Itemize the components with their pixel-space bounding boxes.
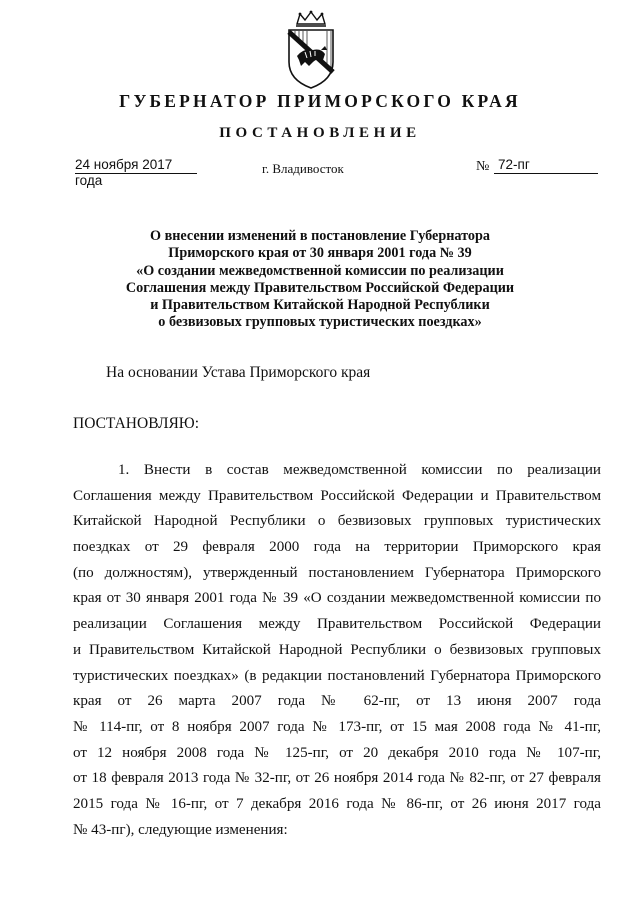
coat-of-arms-icon xyxy=(283,10,339,90)
paragraph-line: края от 30 января 2001 года № 39 «О создании межведомственной комиссии по xyxy=(73,590,601,607)
paragraph-line: № 114-пг, от 8 ноября 2007 года № 173-пг, от 15 мая 2008 года № 41-пг, xyxy=(73,718,601,735)
paragraph-line: реализации Соглашения между Правительством Российской Федерации xyxy=(73,616,601,633)
decree-type-title: ПОСТАНОВЛЕНИЕ xyxy=(219,125,421,141)
basis-text: На основании Устава Приморского края xyxy=(106,364,371,381)
body-paragraph xyxy=(73,458,601,843)
paragraph-line: поездках от 29 февраля 2000 года на территории Приморского края xyxy=(73,539,601,556)
paragraph-line: туристических поездках» (в редакции постановлений Губернатора Приморского xyxy=(73,667,601,684)
paragraph-line: Соглашения между Правительством Российской Федерации и Правительством xyxy=(73,487,601,504)
decree-subject xyxy=(95,228,545,332)
subject-line: «О создании межведомственной комиссии по реализации xyxy=(136,262,504,279)
paragraph-line: 2015 года № 16-пг, от 7 декабря 2016 года № 86-пг, от 26 июня 2017 года xyxy=(73,795,601,812)
paragraph-line: № 43-пг), следующие изменения: xyxy=(73,821,288,838)
paragraph-line: от 18 февраля 2013 года № 32-пг, от 26 ноября 2014 года № 82-пг, от 27 февраля xyxy=(73,770,601,787)
paragraph-line: 1. Внести в состав межведомственной комиссии по реализации xyxy=(118,462,601,478)
subject-line: о безвизовых групповых туристических поездках» xyxy=(158,314,482,331)
decree-number: 72-пг xyxy=(494,157,598,174)
subject-line: Приморского края от 30 января 2001 года № 39 xyxy=(168,245,472,262)
paragraph-line: края от 26 марта 2007 года № 62-пг, от 13 июня 2007 года xyxy=(73,693,601,710)
number-sign: № xyxy=(476,159,490,174)
paragraph-line: и Правительством Китайской Народной Республики о безвизовых групповых xyxy=(73,641,601,658)
paragraph-line: Китайской Народной Республики о безвизовых групповых туристических xyxy=(73,513,601,530)
subject-line: О внесении изменений в постановление Губернатора xyxy=(150,228,490,244)
decree-date: 24 ноября 2017 года xyxy=(75,157,197,174)
paragraph-line: (по должностям), утвержденный постановлением Губернатора Приморского xyxy=(73,564,601,581)
subject-line: Соглашения между Правительством Российской Федерации xyxy=(125,279,515,296)
governor-title: ГУБЕРНАТОР ПРИМОРСКОГО КРАЯ xyxy=(119,91,521,111)
resolve-heading: ПОСТАНОВЛЯЮ: xyxy=(73,415,200,432)
subject-line: и Правительством Китайской Народной Республики xyxy=(150,297,490,314)
paragraph-line: от 12 ноября 2008 года № 125-пг, от 20 декабря 2010 года № 107-пг, xyxy=(73,744,601,761)
decree-city: г. Владивосток xyxy=(262,161,344,176)
